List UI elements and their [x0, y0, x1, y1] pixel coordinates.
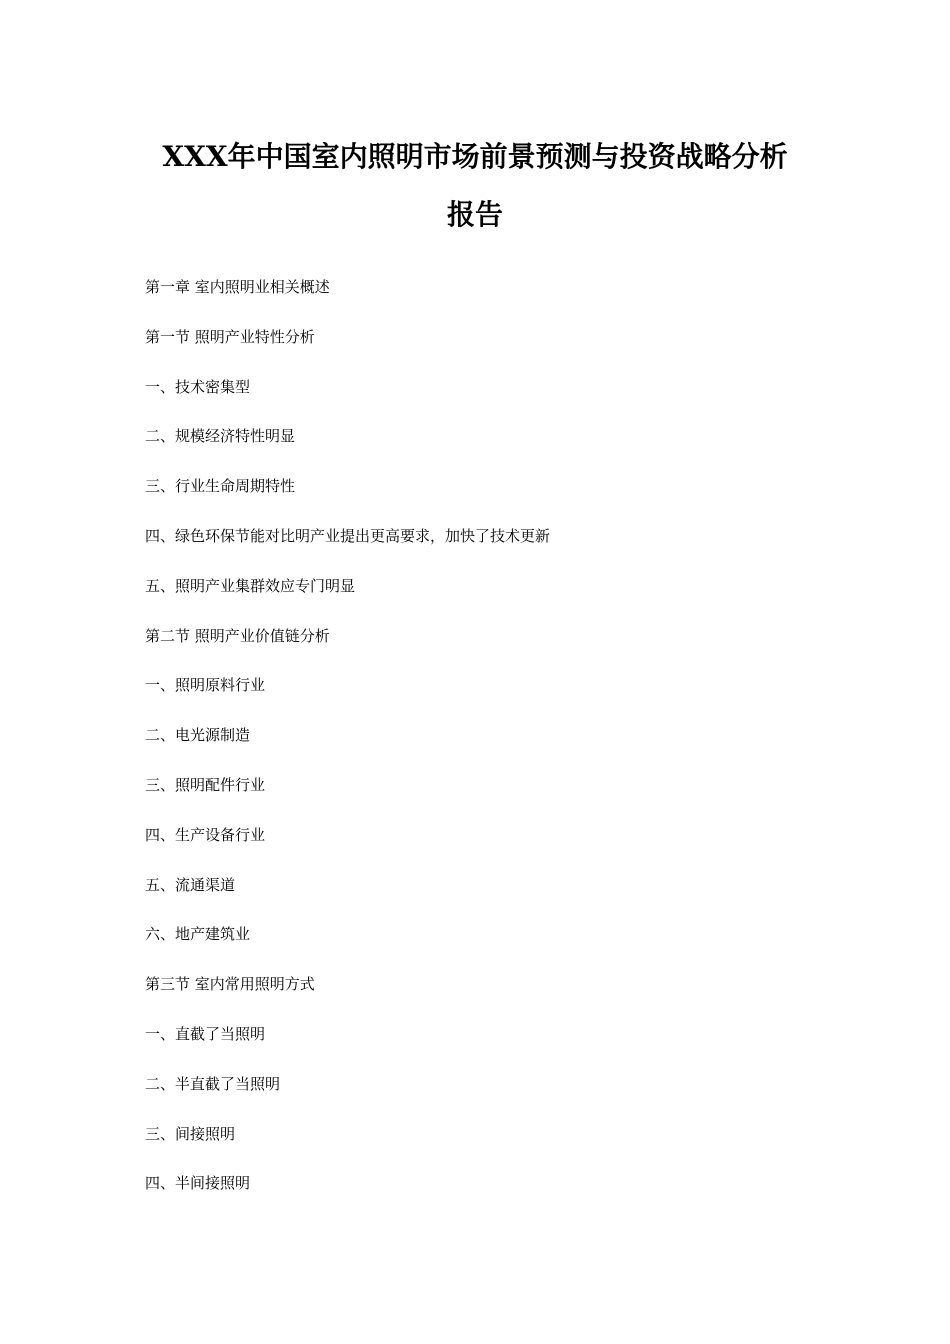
- toc-item: 二、电光源制造: [145, 726, 251, 745]
- toc-item: 第一章 室内照明业相关概述: [145, 278, 330, 296]
- toc-item: 一、直截了当照明: [145, 1024, 266, 1043]
- toc-item: 第三节 室内常用照明方式: [145, 975, 315, 994]
- toc-item: 二、半直截了当照明: [145, 1074, 281, 1093]
- toc-item: 五、流通渠道: [145, 875, 236, 894]
- toc-item: 一、技术密集型: [145, 377, 251, 396]
- title-line-1: XXX年中国室内照明市场前景预测与投资战略分析: [162, 140, 788, 173]
- toc-item: 四、绿色环保节能对比明产业提出更高要求，加快了技术更新: [145, 526, 551, 545]
- toc-item: 一、照明原料行业: [145, 676, 266, 695]
- toc-item: 四、半间接照明: [145, 1174, 251, 1193]
- toc-item: 五、照明产业集群效应专门明显: [145, 576, 356, 595]
- table-of-contents: [145, 275, 825, 1221]
- toc-item: 六、地产建筑业: [145, 925, 251, 944]
- toc-item: 三、行业生命周期特性: [145, 477, 296, 496]
- toc-item: 四、生产设备行业: [145, 825, 266, 844]
- toc-item: 第一节 照明产业特性分析: [145, 327, 315, 346]
- document-title: [100, 128, 850, 244]
- toc-item: 第二节 照明产业价值链分析: [145, 626, 330, 645]
- toc-item: 三、照明配件行业: [145, 775, 266, 794]
- title-line-2: 报告: [446, 198, 503, 231]
- toc-item: 二、规模经济特性明显: [145, 427, 296, 446]
- toc-item: 三、间接照明: [145, 1124, 236, 1143]
